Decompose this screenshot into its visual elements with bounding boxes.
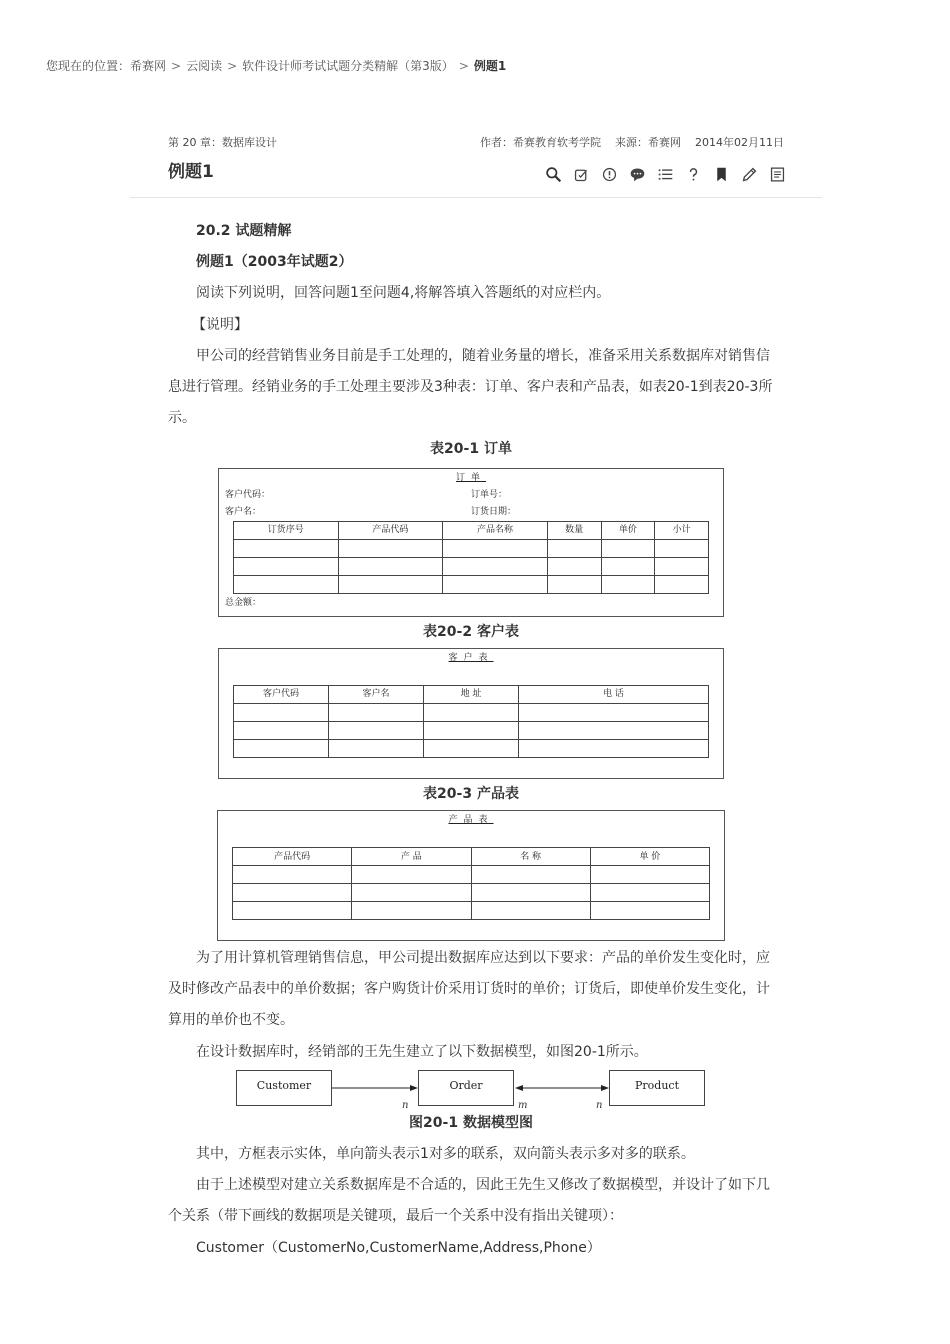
table-row [233, 902, 710, 920]
customer-grid [233, 685, 709, 758]
column-header: 名 称 [471, 848, 590, 866]
table-title: 订单 [455, 472, 486, 483]
paragraph: 在设计数据库时，经销部的王先生建立了以下数据模型，如图20-1所示。 [196, 1043, 648, 1060]
pen-icon[interactable] [739, 164, 759, 184]
list-icon[interactable] [655, 164, 675, 184]
breadcrumb-link-home[interactable]: 希赛网 [130, 59, 167, 73]
notebook-icon[interactable] [767, 164, 787, 184]
table-header-row [233, 848, 710, 866]
table-row [234, 575, 709, 593]
paragraph: 其中，方框表示实体，单向箭头表示1对多的联系，双向箭头表示多对多的联系。 [196, 1146, 695, 1163]
search-icon[interactable] [543, 164, 563, 184]
comment-icon[interactable] [627, 164, 647, 184]
reader-toolbar [543, 164, 787, 184]
description-label: 【说明】 [192, 316, 248, 333]
entity-customer: Customer [236, 1070, 332, 1106]
table-title: 客户表 [448, 652, 494, 663]
table-caption: 表20-3 产品表 [423, 785, 519, 802]
table-header-row [234, 521, 709, 539]
multiplicity-label: n [402, 1099, 409, 1111]
column-header: 客户代码 [234, 685, 329, 703]
table-row [234, 703, 709, 721]
bookmark-icon[interactable] [711, 164, 731, 184]
breadcrumb-separator: > [171, 59, 182, 73]
order-date-label: 订货日期： [471, 506, 517, 517]
chapter-label: 第 20 章：数据库设计 [168, 136, 277, 149]
table-title: 产品表 [448, 815, 494, 826]
column-header: 单 价 [590, 848, 709, 866]
author-label: 作者：希赛教育软考学院 [480, 136, 601, 149]
table-row [234, 557, 709, 575]
figure-caption: 图20-1 数据模型图 [409, 1114, 533, 1131]
example-heading: 例题1（2003年试题2） [196, 254, 353, 271]
order-no-label: 订单号： [471, 489, 508, 500]
column-header: 产 品 [352, 848, 471, 866]
table-header-row [234, 685, 709, 703]
column-header: 地 址 [424, 685, 519, 703]
column-header: 产品代码 [233, 848, 352, 866]
product-grid [232, 847, 710, 920]
table-row [233, 884, 710, 902]
total-amount-label: 总金额： [225, 597, 262, 608]
source-label: 来源：希赛网 [615, 136, 681, 149]
breadcrumb-prefix: 您现在的位置： [46, 59, 131, 73]
breadcrumb-current: 例题1 [473, 59, 507, 73]
breadcrumb [46, 57, 506, 74]
relation-text: Customer（CustomerNo,CustomerName,Address,Phone） [196, 1239, 601, 1256]
order-grid [233, 521, 709, 594]
date-label: 2014年02月11日 [695, 136, 784, 149]
table-row [234, 539, 709, 557]
breadcrumb-link-book[interactable]: 软件设计师考试试题分类精解（第3版） [242, 59, 454, 73]
breadcrumb-separator: > [227, 59, 238, 73]
multiplicity-label: n [596, 1099, 603, 1111]
column-header: 订货序号 [234, 521, 339, 539]
column-header: 数量 [547, 521, 601, 539]
paragraph: 为了用计算机管理销售信息，甲公司提出数据库应达到以下要求：产品的单价发生变化时，应及时修改产品表中的单价数据；客户购货计价采用订货时的单价；订货后，即使单价发生变化，计算用的单价也不变。 [168, 950, 770, 1029]
column-header: 电 话 [519, 685, 709, 703]
column-header: 客户名 [329, 685, 424, 703]
table-caption: 表20-2 客户表 [423, 623, 519, 640]
breadcrumb-separator: > [458, 59, 469, 73]
column-header: 小计 [655, 521, 709, 539]
entity-order: Order [418, 1070, 514, 1106]
page-title: 例题1 [168, 162, 214, 182]
order-table [218, 468, 724, 617]
article-content [168, 216, 774, 1264]
column-header: 单价 [601, 521, 655, 539]
table-caption: 表20-1 订单 [430, 441, 512, 458]
customer-table [218, 648, 724, 779]
data-model-diagram [236, 1070, 706, 1111]
column-header: 产品名称 [443, 521, 548, 539]
breadcrumb-link-cloud-read[interactable]: 云阅读 [186, 59, 223, 73]
note-icon[interactable] [571, 164, 591, 184]
customer-name-label: 客户名： [225, 506, 262, 517]
paragraph: 由于上述模型对建立关系数据库是不合适的，因此王先生又修改了数据模型，并设计了如下几个关系（带下画线的数据项是关键项，最后一个关系中没有指出关键项）： [168, 1177, 770, 1225]
relationship-arrows [236, 1070, 706, 1108]
table-row [234, 721, 709, 739]
section-heading: 20.2 试题精解 [196, 223, 292, 239]
entity-product: Product [609, 1070, 705, 1106]
column-header: 产品代码 [338, 521, 443, 539]
error-report-icon[interactable] [599, 164, 619, 184]
multiplicity-label: m [518, 1099, 528, 1111]
instruction-text: 阅读下列说明，回答问题1至问题4,将解答填入答题纸的对应栏内。 [196, 285, 611, 302]
article-meta [466, 134, 784, 150]
product-table [217, 810, 725, 941]
paragraph: 甲公司的经营销售业务目前是手工处理的，随着业务量的增长，准备采用关系数据库对销售信息进行管理。经销业务的手工处理主要涉及3种表：订单、客户表和产品表，如表20-1到表20-3所示。 [168, 347, 773, 427]
help-icon[interactable] [683, 164, 703, 184]
divider [130, 197, 822, 198]
table-row [234, 739, 709, 757]
table-row [233, 866, 710, 884]
customer-code-label: 客户代码： [225, 489, 271, 500]
